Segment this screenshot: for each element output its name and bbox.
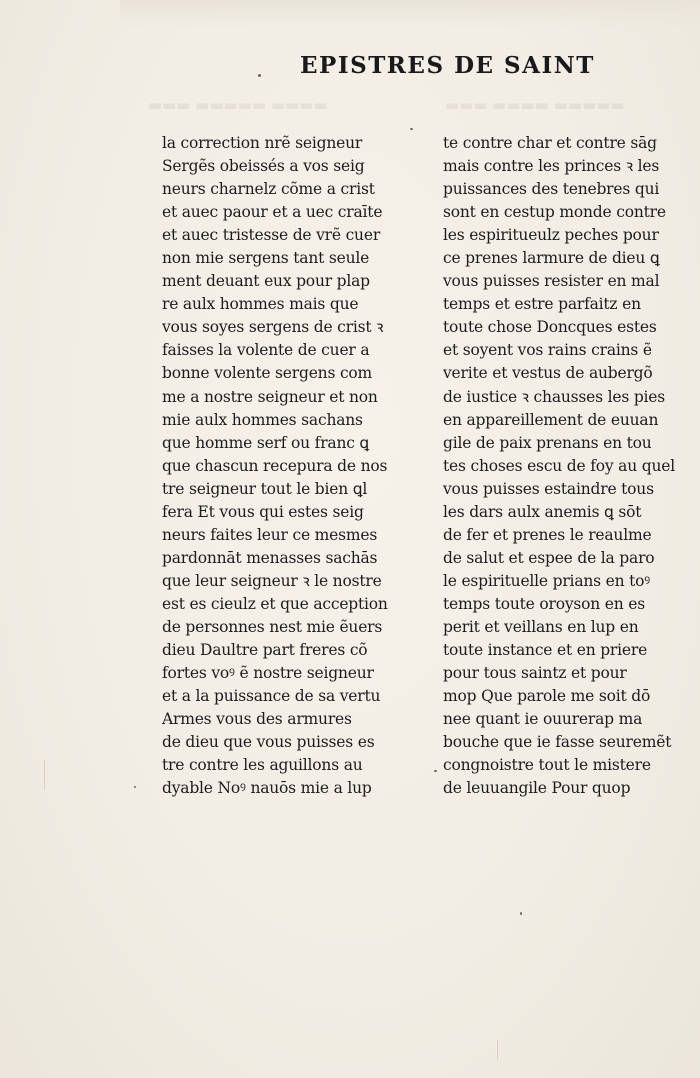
text-line: mie aulx hommes sachans xyxy=(162,410,363,429)
text-line: perit et veillans en lup en xyxy=(443,617,639,636)
text-line: en appareillement de euuan xyxy=(443,410,659,429)
text-line: vous soyes sergens de crist ꝛ xyxy=(162,318,384,337)
text-line: bonne volente sergens com xyxy=(162,364,373,383)
text-line: et a la puissance de sa vertu xyxy=(162,687,381,706)
paper-crease xyxy=(44,760,45,790)
text-line: gile de paix prenans en tou xyxy=(443,433,652,452)
text-line: nee quant ie ouurerap ma xyxy=(443,710,643,729)
page-edge-shadow xyxy=(120,0,700,28)
text-line: de salut et espee de la paro xyxy=(443,548,655,567)
text-line: que homme serf ou franc ꝗ xyxy=(162,433,370,452)
running-head: EPISTRES DE SAINT xyxy=(300,52,595,79)
text-line: que leur seigneur ꝛ le nostre xyxy=(162,571,382,590)
text-line: tre seigneur tout le bien ꝗl xyxy=(162,479,368,498)
paper-speck xyxy=(410,128,413,130)
right-text-column xyxy=(443,132,675,800)
text-line: de dieu que vous puisses es xyxy=(162,733,375,752)
text-line: te contre char et contre sāg xyxy=(443,134,657,152)
text-line: mop Que parole me soit dō xyxy=(443,687,651,706)
text-line: Sergẽs obeissés a vos seig xyxy=(162,157,365,176)
text-line: et soyent vos rains crains ẽ xyxy=(443,341,652,360)
text-line: vous puisses estaindre tous xyxy=(443,479,654,498)
paper-speck xyxy=(258,74,261,77)
text-line: faisses la volente de cuer a xyxy=(162,341,370,360)
text-line: neurs charnelz cõme a crist xyxy=(162,180,375,199)
text-line: que chascun recepura de nos xyxy=(162,456,388,475)
text-line: fera Et vous qui estes seig xyxy=(162,502,364,521)
paper-speck xyxy=(434,770,437,772)
text-line: de leuuangile Pour quop xyxy=(443,779,631,798)
text-line: re aulx hommes mais que xyxy=(162,295,359,314)
text-line: Armes vous des armures xyxy=(162,710,352,729)
text-line: le espirituelle prians en toꝰ xyxy=(443,571,650,590)
text-line: de fer et prenes le reaulme xyxy=(443,525,652,544)
paper-crease xyxy=(497,1040,498,1060)
text-line: dyable Noꝰ nauōs mie a lup xyxy=(162,779,372,798)
text-line: non mie sergens tant seule xyxy=(162,249,370,268)
text-line: dieu Daultre part freres cõ xyxy=(162,641,368,660)
text-line: fortes voꝰ ẽ nostre seigneur xyxy=(162,664,374,683)
text-line: et auec tristesse de vrẽ cuer xyxy=(162,226,381,245)
text-line: bouche que ie fasse seuremẽt xyxy=(443,733,672,752)
text-line: toute instance et en priere xyxy=(443,641,648,660)
show-through-mark: ▬▬▬ ▬▬▬▬▬ ▬▬▬▬ xyxy=(148,96,328,114)
text-line: tes choses escu de foy au quel xyxy=(443,456,675,475)
paper-speck xyxy=(134,786,136,788)
text-line: la correction nrẽ seigneur xyxy=(162,134,363,152)
text-line: mais contre les princes ꝛ les xyxy=(443,157,660,176)
left-text-column xyxy=(162,132,402,800)
text-line: ce prenes larmure de dieu ꝗ xyxy=(443,249,660,268)
text-line: de personnes nest mie ẽuers xyxy=(162,617,383,636)
text-line: temps toute oroyson en es xyxy=(443,594,646,613)
text-line: et auec paour et a uec craīte xyxy=(162,203,383,222)
paper-speck xyxy=(520,912,522,915)
text-line: vous puisses resister en mal xyxy=(443,272,660,291)
text-line: me a nostre seigneur et non xyxy=(162,387,378,406)
text-line: neurs faites leur ce mesmes xyxy=(162,525,378,544)
text-line: est es cieulz et que acception xyxy=(162,594,388,613)
text-line: temps et estre parfaitz en xyxy=(443,295,641,314)
text-line: puissances des tenebres qui xyxy=(443,180,660,199)
text-line: sont en cestup monde contre xyxy=(443,203,666,222)
text-line: tre contre les aguillons au xyxy=(162,756,363,775)
text-line: pardonnāt menasses sachās xyxy=(162,548,378,567)
text-line: congnoistre tout le mistere xyxy=(443,756,651,775)
text-line: ment deuant eux pour plap xyxy=(162,272,370,291)
text-line: toute chose Doncques estes xyxy=(443,318,657,337)
show-through-mark: ▬▬▬ ▬▬▬▬ ▬▬▬▬▬ xyxy=(445,96,625,114)
text-line: les espiritueulz peches pour xyxy=(443,226,659,245)
text-line: les dars aulx anemis ꝗ sōt xyxy=(443,502,642,521)
text-line: pour tous saintz et pour xyxy=(443,664,627,683)
text-line: verite et vestus de aubergõ xyxy=(443,364,653,383)
text-line: de iustice ꝛ chausses les pies xyxy=(443,387,666,406)
